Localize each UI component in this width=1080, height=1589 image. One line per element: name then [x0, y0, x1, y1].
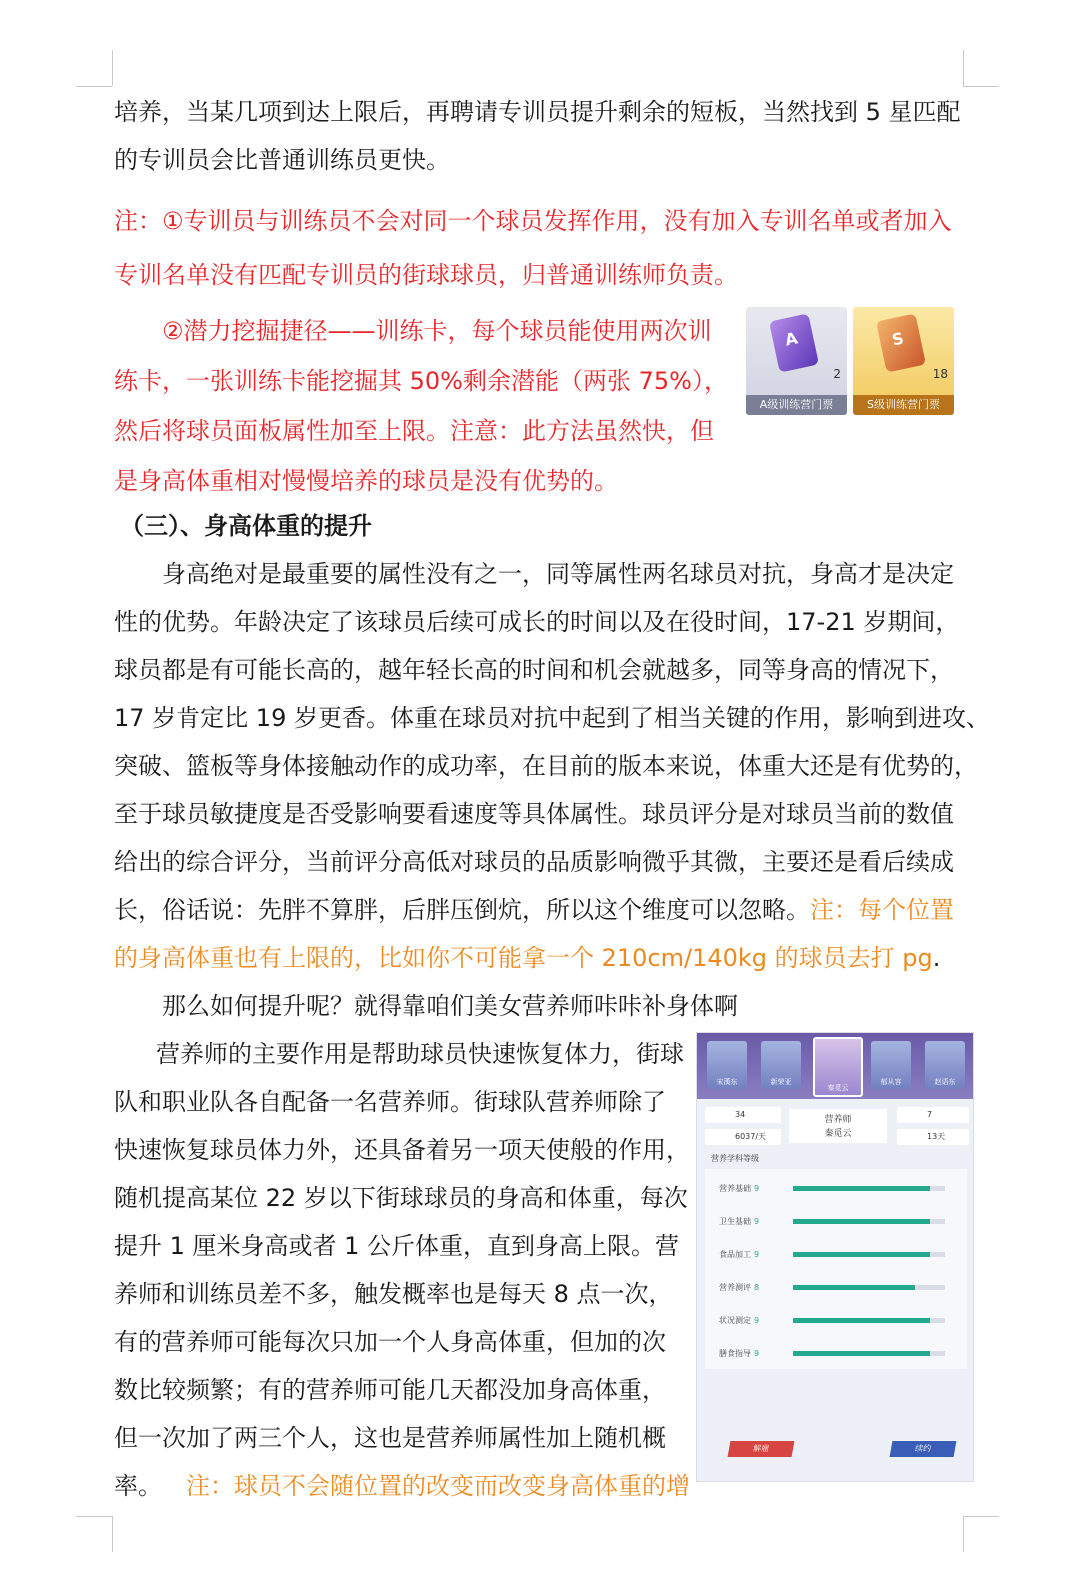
skill-bar	[793, 1186, 945, 1191]
text-line: 但一次加了两三个人，这也是营养师属性加上随机概	[114, 1424, 666, 1452]
paragraph-nutritionist	[114, 1030, 690, 1510]
salary-field: 6037/天	[705, 1129, 781, 1145]
skill-row: 状况测定 9	[719, 1315, 949, 1325]
text-line: 率。 注：球员不会随位置的改变而改变身高体重的增	[114, 1472, 690, 1500]
note-training-card	[114, 306, 728, 506]
text-line: 至于球员敏捷度是否受影响要看速度等具体属性。球员评分是对球员当前的数值	[114, 800, 954, 828]
staff-avatar[interactable]: 赵语东	[925, 1041, 965, 1089]
role-label: 营养师	[824, 1115, 852, 1125]
skill-row: 营养测评 8	[719, 1282, 949, 1292]
skill-bar	[793, 1285, 945, 1290]
nutritionist-name: 秦觅云	[824, 1129, 852, 1139]
text-line: 的专训员会比普通训练员更快。	[114, 146, 450, 174]
crop-mark-top-left	[112, 50, 113, 86]
skills-title: 营养学科等级	[711, 1154, 759, 1163]
text-line: 是身高体重相对慢慢培养的球员是没有优势的。	[114, 467, 618, 495]
s-ticket-card	[853, 307, 954, 415]
paragraph-how-to-improve: 那么如何提升呢？就得靠咱们美女营养师咔咔补身体啊	[162, 992, 738, 1020]
text-line: 的身高体重也有上限的，比如你不可能拿一个 210cm/140kg 的球员去打 pg.	[114, 944, 941, 972]
skill-bar	[793, 1351, 945, 1356]
crop-mark-bottom-left	[76, 1516, 112, 1517]
skill-bar-fill	[793, 1219, 930, 1224]
note-trainer	[114, 194, 952, 302]
paragraph-height-weight	[114, 550, 990, 982]
skill-bar	[793, 1252, 945, 1257]
text-line: 球员都是有可能长高的，越年轻长高的时间和机会就越多，同等身高的情况下，	[114, 656, 954, 684]
crop-mark-bottom-right	[963, 1516, 964, 1552]
skill-bar	[793, 1318, 945, 1323]
crop-mark-top-right	[963, 50, 964, 86]
text-line: 队和职业队各自配备一名营养师。街球队营养师除了	[114, 1088, 666, 1116]
text-line: 培养，当某几项到达上限后，再聘请专训员提升剩余的短板，当然找到 5 星匹配	[114, 98, 961, 126]
text-line: 养师和训练员差不多，触发概率也是每天 8 点一次，	[114, 1280, 673, 1308]
a-ticket-card	[746, 307, 847, 415]
skills-panel	[705, 1169, 967, 1369]
staff-avatar[interactable]: 郁从容	[871, 1041, 911, 1089]
contract-field: 13天	[897, 1129, 969, 1145]
ticket-count: 18	[932, 367, 948, 381]
skill-bar	[793, 1219, 945, 1224]
skill-bar-fill	[793, 1285, 915, 1290]
training-cards-image	[746, 307, 954, 415]
text-line: 17 岁肯定比 19 岁更香。体重在球员对抗中起到了相当关键的作用，影响到进攻、	[114, 704, 990, 732]
ticket-count: 2	[833, 367, 841, 381]
text-line: 给出的综合评分，当前评分高低对球员的品质影响微乎其微，主要还是看后续成	[114, 848, 954, 876]
ticket-label: A级训练营门票	[746, 395, 847, 415]
text-line: 身高绝对是最重要的属性没有之一，同等属性两名球员对抗，身高才是决定	[162, 560, 954, 588]
ticket-icon: A	[769, 313, 819, 372]
text-line: 性的优势。年龄决定了该球员后续可成长的时间以及在役时间，17-21 岁期间，	[114, 608, 960, 636]
text-line: 注：①专训员与训练员不会对同一个球员发挥作用，没有加入专训名单或者加入	[114, 207, 952, 235]
nutritionist-name-box	[789, 1109, 887, 1143]
fire-button[interactable]: 解雇	[728, 1441, 795, 1457]
text-line: 提升 1 厘米身高或者 1 公斤体重，直到身高上限。营	[114, 1232, 680, 1260]
crop-mark-top-right	[963, 86, 999, 87]
text-line: ②潜力挖掘捷径——训练卡，每个球员能使用两次训	[162, 317, 712, 345]
text-line: 随机提高某位 22 岁以下街球球员的身高和体重，每次	[114, 1184, 688, 1212]
skill-bar-fill	[793, 1351, 930, 1356]
text-line: 长，俗话说：先胖不算胖，后胖压倒炕，所以这个维度可以忽略。注：每个位置	[114, 896, 954, 924]
text-line: 数比较频繁；有的营养师可能几天都没加身高体重，	[114, 1376, 666, 1404]
text-line: 突破、篮板等身体接触动作的成功率，在目前的版本来说，体重大还是有优势的，	[114, 752, 978, 780]
text-line: 专训名单没有匹配专训员的街球球员，归普通训练师负责。	[114, 261, 738, 289]
age-field: 34	[705, 1107, 781, 1123]
text-line: 然后将球员面板属性加至上限。注意：此方法虽然快，但	[114, 417, 714, 445]
renew-button[interactable]: 续约	[890, 1441, 957, 1457]
skill-bar-fill	[793, 1318, 930, 1323]
ticket-icon: S	[876, 313, 926, 372]
staff-avatar-selected[interactable]: 秦觅云	[813, 1037, 863, 1097]
paragraph-training	[114, 88, 961, 184]
skill-row: 食品加工 9	[719, 1249, 949, 1259]
skill-row: 膳食指导 9	[719, 1348, 949, 1358]
staff-avatar[interactable]: 新荣亚	[761, 1041, 801, 1089]
text-line: 练卡，一张训练卡能挖掘其 50%剩余潜能（两张 75%），	[114, 367, 728, 395]
section-heading: （三）、身高体重的提升	[120, 512, 372, 540]
text-line: 有的营养师可能每次只加一个人身高体重，但加的次	[114, 1328, 666, 1356]
skill-bar-fill	[793, 1186, 930, 1191]
text-line: 营养师的主要作用是帮助球员快速恢复体力，街球	[156, 1040, 684, 1068]
nutritionist-screenshot	[696, 1032, 974, 1482]
skill-row: 营养基础 9	[719, 1183, 949, 1193]
crop-mark-top-left	[76, 86, 112, 87]
text-line: 快速恢复球员体力外，还具备着另一项天使般的作用，	[114, 1136, 690, 1164]
crop-mark-bottom-left	[112, 1516, 113, 1552]
skill-bar-fill	[793, 1252, 930, 1257]
crop-mark-bottom-right	[963, 1516, 999, 1517]
ticket-label: S级训练营门票	[853, 395, 954, 415]
staff-avatar[interactable]: 宋漢东	[707, 1041, 747, 1089]
stat-field: 7	[897, 1107, 969, 1123]
skill-row: 卫生基础 9	[719, 1216, 949, 1226]
